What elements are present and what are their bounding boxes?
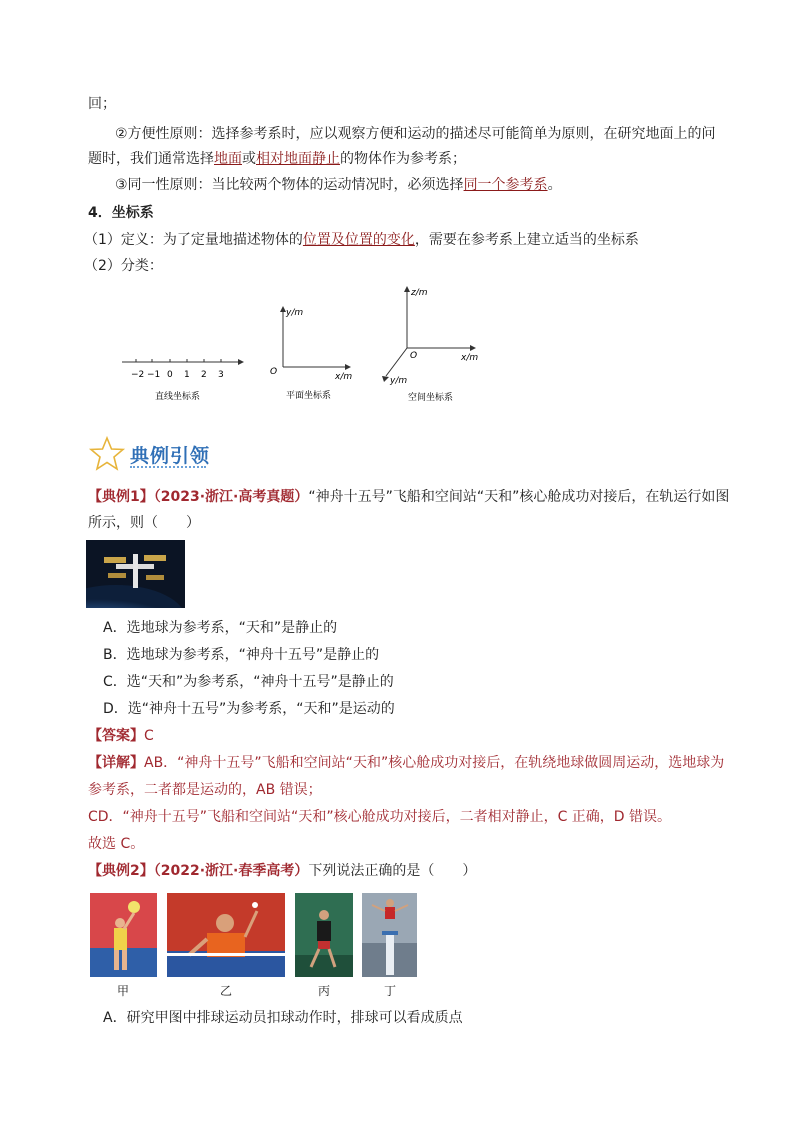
underlined-term: 同一个参考系 [463, 177, 548, 193]
banner-title: 典例引领 [130, 445, 211, 467]
text: ③同一性原则：当比较两个物体的运动情况时，必须选择 [115, 177, 464, 193]
example-source: （2022·浙江·春季高考） [153, 863, 309, 879]
star-icon [88, 436, 126, 472]
answer-tag: 【答案】 [88, 728, 144, 744]
gymnastics-photo [362, 893, 417, 977]
detail-line [88, 753, 724, 773]
text-line: ②方便性原则：选择参考系时，应以观察方便和运动的描述尽可能简单为原则，在研究地面上的问 [115, 126, 716, 142]
tick-label: 0 [167, 370, 173, 380]
answer-line [88, 726, 154, 746]
underlined-term: 位置及位置的变化 [302, 232, 415, 248]
text: （1）定义：为了定量地描述物体的 [84, 232, 303, 248]
y-axis-label: y/m [286, 308, 304, 318]
option-c: C．选“天和”为参考系，“神舟十五号”是静止的 [103, 674, 394, 690]
line-caption: 直线坐标系 [155, 392, 201, 402]
origin-label: O [410, 351, 418, 361]
text: 的物体作为参考系； [340, 151, 466, 167]
detail-text: AB．“神舟十五号”飞船和空间站“天和”核心舱成功对接后，在轨绕地球做圆周运动，选地球为 [144, 755, 725, 771]
volleyball-photo [90, 893, 157, 977]
underlined-term: 相对地面静止 [256, 151, 340, 167]
example-source: （2023·浙江·高考真题） [153, 489, 309, 505]
answer-value: C [144, 728, 154, 744]
tick-label: −1 [147, 370, 161, 380]
option-d: D．选“神舟十五号”为参考系，“天和”是运动的 [103, 701, 395, 717]
question-stem [88, 487, 729, 507]
z-axis-label: z/m [411, 288, 428, 298]
text: 。 [547, 177, 562, 193]
text: 或 [242, 151, 256, 167]
option-b: B．选地球为参考系，“神舟十五号”是静止的 [103, 647, 380, 663]
plane-coordinate-system [270, 306, 352, 401]
coordinate-systems-figure [110, 282, 490, 407]
tick-label: 1 [184, 370, 190, 380]
text: ，需要在参考系上建立适当的坐标系 [414, 232, 639, 248]
question-stem [88, 861, 476, 881]
space-caption: 空间坐标系 [408, 393, 454, 403]
option-a: A．选地球为参考系，“天和”是静止的 [103, 620, 338, 636]
text: 题时，我们通常选择 [88, 151, 214, 167]
text: “神舟十五号”飞船和空间站“天和”核心舱成功对接后，在轨运行如图 [308, 489, 730, 505]
text: 下列说法正确的是（ ） [308, 863, 477, 879]
table-tennis-photo [167, 893, 285, 977]
photo-caption: 丙 [317, 984, 330, 998]
detail-tag: 【详解】 [88, 755, 144, 771]
space-station-photo [86, 540, 185, 608]
line-coordinate-system [122, 359, 244, 402]
option-a: A．研究甲图中排球运动员扣球动作时，排球可以看成质点 [103, 1010, 463, 1026]
x-axis-label: x/m [335, 372, 353, 382]
question-stem-continued: 所示，则（ ） [88, 515, 200, 531]
text-line: （2）分类： [84, 258, 163, 274]
example-tag: 【典例2】 [88, 863, 154, 879]
detail-line: 故选 C。 [88, 836, 145, 852]
text-line: 回； [88, 96, 116, 112]
x-axis-label: x/m [461, 353, 479, 363]
text-line [115, 175, 562, 195]
banner-underline [130, 466, 206, 468]
detail-line: 参考系，二者都是运动的，AB 错误； [88, 782, 322, 798]
text-line [84, 230, 639, 250]
section-heading: 4．坐标系 [88, 205, 154, 221]
photo-caption: 丁 [383, 984, 396, 998]
plane-caption: 平面坐标系 [286, 391, 332, 401]
tick-label: 2 [201, 370, 207, 380]
photo-caption: 甲 [116, 984, 129, 998]
tick-label: −2 [131, 370, 145, 380]
text-line [88, 149, 466, 169]
photo-caption: 乙 [219, 984, 232, 998]
tick-label: 3 [218, 370, 224, 380]
detail-line: CD．“神舟十五号”飞船和空间站“天和”核心舱成功对接后，二者相对静止，C 正确，D 错误。 [88, 809, 672, 825]
y-axis-label: y/m [390, 376, 408, 386]
underlined-term: 地面 [214, 151, 242, 167]
space-coordinate-system [382, 286, 478, 403]
example-tag: 【典例1】 [88, 489, 154, 505]
badminton-photo [295, 893, 353, 977]
origin-label: O [270, 367, 278, 377]
